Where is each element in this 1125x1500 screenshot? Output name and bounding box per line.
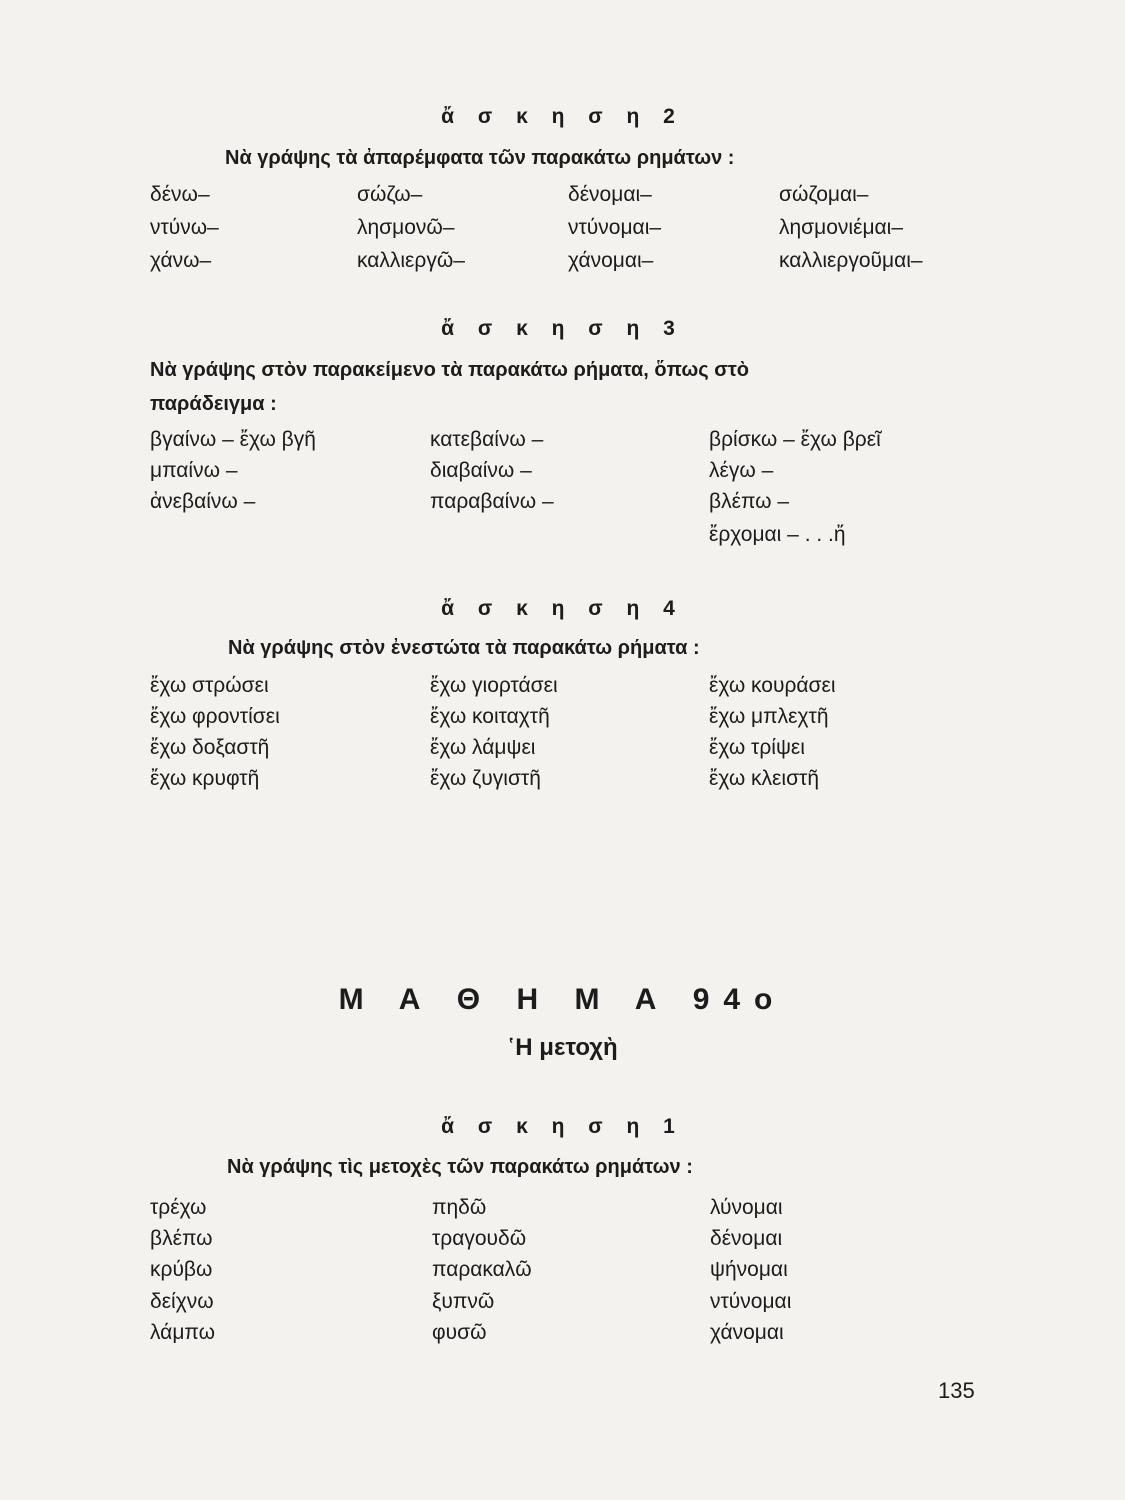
lesson-title: Μ Α Θ Η Μ Α 94ο: [338, 983, 787, 1016]
ex4-word: ἔχω δοξαστῆ: [150, 736, 270, 759]
ex3-word: ἔρχομαι – . . .ἤ: [709, 523, 846, 546]
ex1-word: βλέπω: [150, 1227, 213, 1250]
exercise-1-instruction: Νὰ γράψης τὶς μετοχὲς τῶν παρακάτω ρημάτων :: [227, 1156, 693, 1178]
ex2-word: σώζομαι–: [779, 183, 869, 206]
ex4-word: ἔχω ζυγιστῆ: [430, 767, 541, 790]
ex2-word: δένω–: [150, 183, 210, 206]
ex2-word: καλλιεργοῦμαι–: [779, 249, 923, 272]
ex3-word: βγαίνω – ἔχω βγῆ: [150, 428, 316, 451]
exercise-2-instruction: Νὰ γράψης τὰ ἀπαρέμφατα τῶν παρακάτω ρημάτων :: [225, 147, 735, 169]
ex4-word: ἔχω κλειστῆ: [709, 767, 820, 790]
exercise-4-instruction: Νὰ γράψης στὸν ἐνεστώτα τὰ παρακάτω ρήματα :: [228, 637, 700, 659]
ex4-word: ἔχω τρίψει: [709, 736, 805, 759]
ex2-word: δένομαι–: [568, 183, 652, 206]
ex1-word: δείχνω: [150, 1290, 214, 1313]
ex3-word: βλέπω –: [709, 490, 790, 513]
exercise-3-instruction-line-1: Νὰ γράψης στὸν παρακείμενο τὰ παρακάτω ρήματα, ὅπως στὸ: [150, 359, 750, 381]
ex1-word: λύνομαι: [710, 1196, 783, 1219]
ex1-word: χάνομαι: [710, 1321, 784, 1344]
ex2-word: χάνομαι–: [568, 249, 654, 272]
ex4-word: ἔχω λάμψει: [430, 736, 536, 759]
exercise-3-heading: ἄ σ κ η σ η 3: [441, 317, 684, 340]
ex1-word: φυσῶ: [432, 1321, 487, 1344]
ex1-word: λάμπω: [150, 1321, 216, 1344]
ex4-word: ἔχω μπλεχτῆ: [709, 705, 829, 728]
ex3-word: διαβαίνω –: [430, 459, 532, 482]
ex4-word: ἔχω κρυφτῆ: [150, 767, 260, 790]
ex1-word: ψήνομαι: [710, 1258, 788, 1281]
ex3-word: παραβαίνω –: [430, 490, 554, 513]
page-number: 135: [938, 1378, 975, 1403]
ex1-word: κρύβω: [150, 1258, 213, 1281]
ex2-word: χάνω–: [150, 249, 212, 272]
ex1-word: τραγουδῶ: [432, 1227, 527, 1250]
ex1-word: δένομαι: [710, 1227, 783, 1250]
ex1-word: ξυπνῶ: [432, 1290, 495, 1313]
ex4-word: ἔχω στρώσει: [150, 674, 269, 697]
ex1-word: ντύνομαι: [710, 1290, 792, 1313]
ex3-word: βρίσκω – ἔχω βρεῖ: [709, 428, 881, 451]
ex4-word: ἔχω κοιταχτῆ: [430, 705, 550, 728]
ex2-word: ντύνω–: [150, 216, 219, 239]
exercise-3-instruction-line-2: παράδειγμα :: [150, 393, 277, 415]
ex4-word: ἔχω κουράσει: [709, 674, 836, 697]
exercise-2-heading: ἄ σ κ η σ η 2: [441, 105, 684, 128]
ex1-word: πηδῶ: [432, 1196, 487, 1219]
ex2-word: λησμονῶ–: [357, 216, 455, 239]
ex4-word: ἔχω γιορτάσει: [430, 674, 558, 697]
ex4-word: ἔχω φροντίσει: [150, 705, 280, 728]
ex2-word: καλλιεργῶ–: [357, 249, 465, 272]
ex2-word: λησμονιέμαι–: [779, 216, 904, 239]
ex3-word: ἀνεβαίνω –: [150, 490, 256, 513]
ex3-word: λέγω –: [709, 459, 774, 482]
ex1-word: τρέχω: [150, 1196, 207, 1219]
ex3-word: κατεβαίνω –: [430, 428, 544, 451]
exercise-4-heading: ἄ σ κ η σ η 4: [441, 597, 684, 620]
ex1-word: παρακαλῶ: [432, 1258, 532, 1281]
exercise-1-heading: ἄ σ κ η σ η 1: [441, 1115, 684, 1138]
lesson-subtitle: ῾Η μετοχὴ: [507, 1034, 618, 1061]
ex2-word: ντύνομαι–: [568, 216, 662, 239]
ex3-word: μπαίνω –: [150, 459, 238, 482]
ex2-word: σώζω–: [357, 183, 423, 206]
